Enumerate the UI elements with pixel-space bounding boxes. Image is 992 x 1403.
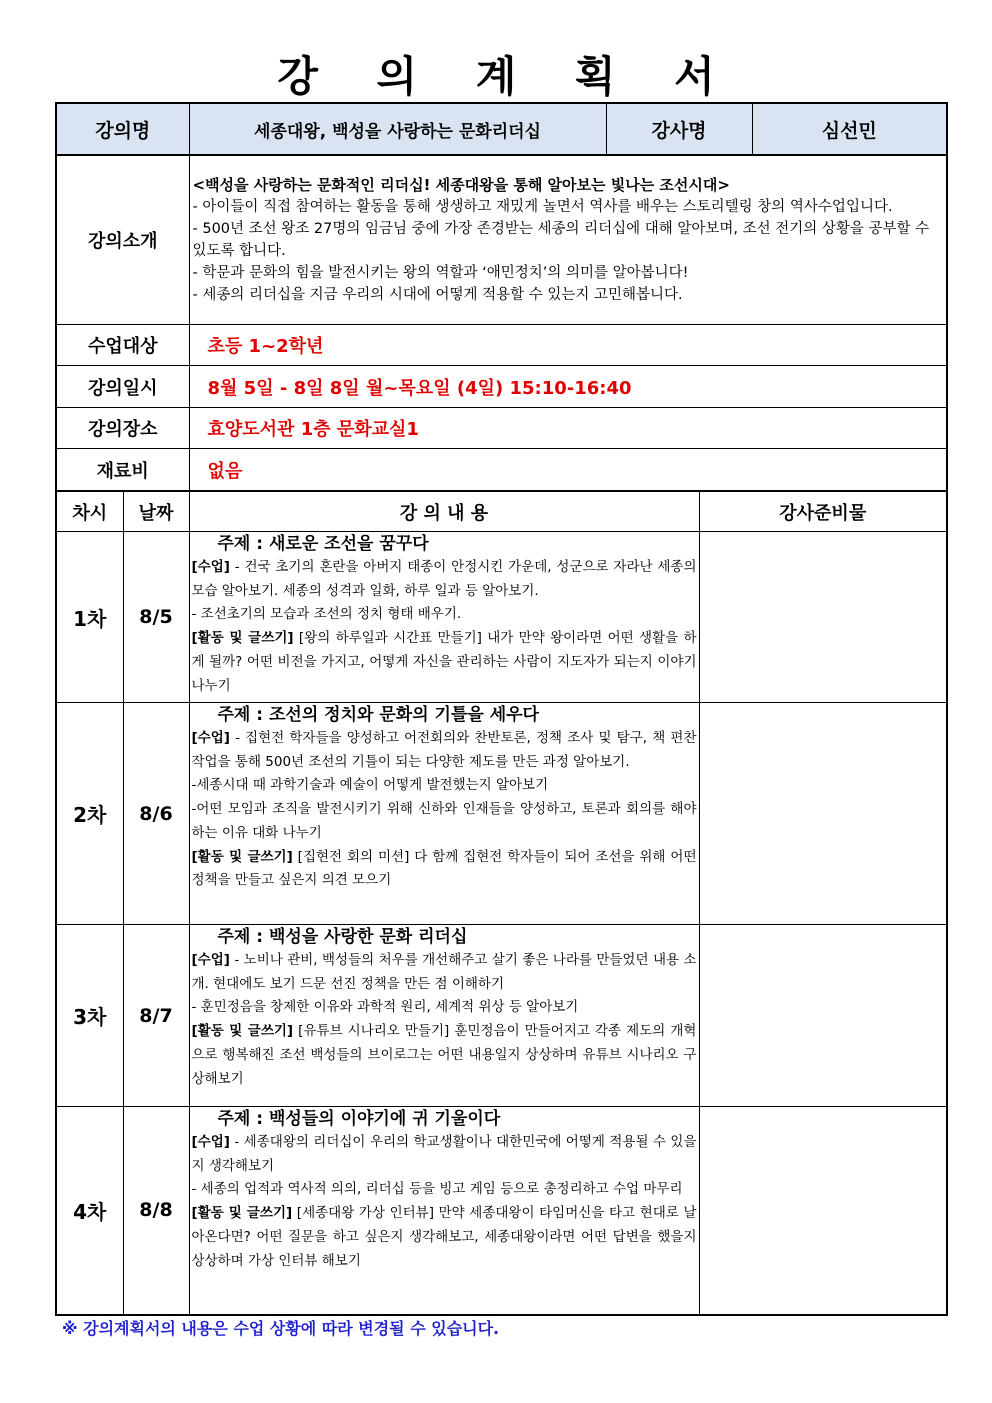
activity-text: [유튜브 시나리오 만들기] 훈민정음이 만들어지고 각종 제도의 개혁으로 행복해진 조선 백성들의 브이로그는 어떤 내용일지 상상하며 유튜브 시나리오 구상해보기 — [191, 1023, 697, 1087]
extra-line: -어떤 모임과 조직을 발전시키기 위해 신하와 인재들을 양성하고, 토론과 회의를 해야 하는 이유 대화 나누기 — [191, 801, 697, 841]
class-text: - 노비나 관비, 백성들의 처우를 개선해주고 살기 좋은 나라를 만들었던 내용 소개. 현대에도 보기 드문 선진 정책을 만든 점 이해하기 — [191, 952, 697, 992]
intro-content — [189, 155, 947, 325]
schedule-label: 강의일시 — [56, 366, 189, 408]
class-tag: [수업] — [191, 559, 230, 575]
class-tag: [수업] — [191, 730, 230, 746]
course-header-table — [55, 102, 948, 156]
fee-value: 없음 — [189, 449, 947, 491]
activity-text: [세종대왕 가상 인터뷰] 만약 세종대왕이 타임머신을 타고 현대로 날아온다면? 어떤 질문을 하고 싶은지 생각해보고, 세종대왕이라면 어떤 답변을 했을지 상상하며 가상 인터뷰 해보기 — [191, 1205, 697, 1269]
lesson-schedule-table — [55, 490, 948, 1316]
extra-line: - 세종의 업적과 역사적 의의, 리더십 등을 빙고 게임 등으로 총정리하고 수업 마무리 — [191, 1181, 683, 1198]
extra-line: -세종시대 때 과학기술과 예술이 어떻게 발전했는지 알아보기 — [191, 777, 549, 794]
class-text: - 건국 초기의 혼란을 아버지 태종이 안정시킨 가운데, 성군으로 자라난 세종의 모습 알아보기. 세종의 성격과 일화, 하루 일과 등 알아보기. — [191, 559, 697, 599]
table-row — [56, 703, 947, 925]
session-date: 8/8 — [123, 1107, 189, 1315]
activity-text: [집현전 회의 미션] 다 함께 집현전 학자들이 되어 조선을 위해 어떤 정책을 만들고 싶은지 의견 모으기 — [191, 848, 697, 889]
session-topic: 주제 : 새로운 조선을 꿈꾸다 — [217, 534, 429, 554]
session-materials — [699, 1107, 947, 1315]
activity-tag: [활동 및 글쓰기] — [191, 1205, 293, 1222]
intro-line: - 세종의 리더십을 지금 우리의 시대에 어떻게 적용할 수 있는지 고민해봅니다. — [192, 286, 683, 303]
materials-header: 강사준비물 — [699, 491, 947, 532]
extra-line: - 조선초기의 모습과 조선의 정치 형태 배우기. — [191, 606, 462, 623]
course-info-table — [55, 154, 948, 491]
session-materials — [699, 925, 947, 1107]
session-number: 4차 — [56, 1107, 123, 1315]
session-topic: 주제 : 백성들의 이야기에 귀 기울이다 — [217, 1109, 501, 1129]
session-date: 8/6 — [123, 703, 189, 925]
intro-label: 강의소개 — [56, 155, 189, 325]
intro-line: - 500년 조선 왕조 27명의 임금님 중에 가장 존경받는 세종의 리더십에 대해 알아보며, 조선 전기의 상황을 공부할 수 있도록 합니다. — [192, 220, 930, 259]
instructor-label: 강사명 — [606, 103, 752, 155]
session-date: 8/7 — [123, 925, 189, 1107]
table-row — [56, 1107, 947, 1315]
instructor-value: 심선민 — [752, 103, 947, 155]
activity-tag: [활동 및 글쓰기] — [191, 630, 294, 647]
session-number: 3차 — [56, 925, 123, 1107]
footnote: ※ 강의계획서의 내용은 수업 상황에 따라 변경될 수 있습니다. — [62, 1319, 500, 1338]
activity-tag: [활동 및 글쓰기] — [191, 1023, 294, 1040]
course-name-value: 세종대왕, 백성을 사랑하는 문화리더십 — [189, 103, 606, 155]
target-label: 수업대상 — [56, 325, 189, 366]
session-number: 1차 — [56, 532, 123, 703]
session-number: 2차 — [56, 703, 123, 925]
session-content — [189, 703, 699, 925]
date-header: 날짜 — [123, 491, 189, 532]
session-topic: 주제 : 조선의 정치와 문화의 기틀을 세우다 — [217, 705, 539, 725]
table-row — [56, 925, 947, 1107]
class-tag: [수업] — [191, 952, 230, 968]
class-text: - 집현전 학자들을 양성하고 어전회의와 찬반토론, 정책 조사 및 탐구, 책 편찬 작업을 통해 500년 조선의 기틀이 되는 다양한 제도를 만든 과정 알아보기. — [191, 730, 697, 770]
intro-line: - 아이들이 직접 참여하는 활동을 통해 생생하고 재밌게 놀면서 역사를 배우는 스토리텔링 창의 역사수업입니다. — [192, 198, 893, 215]
session-header: 차시 — [56, 491, 123, 532]
schedule-value: 8월 5일 - 8일 8일 월~목요일 (4일) 15:10-16:40 — [189, 366, 947, 408]
class-text: - 세종대왕의 리더십이 우리의 학교생활이나 대한민국에 어떻게 적용될 수 있을지 생각해보기 — [191, 1134, 697, 1174]
location-label: 강의장소 — [56, 408, 189, 449]
session-content — [189, 1107, 699, 1315]
session-materials — [699, 703, 947, 925]
fee-label: 재료비 — [56, 449, 189, 491]
session-content — [189, 925, 699, 1107]
course-name-label: 강의명 — [56, 103, 189, 155]
intro-headline: <백성을 사랑하는 문화적인 리더십! 세종대왕을 통해 알아보는 빛나는 조선시대> — [192, 175, 730, 194]
content-header: 강 의 내 용 — [189, 491, 699, 532]
session-topic: 주제 : 백성을 사랑한 문화 리더십 — [217, 927, 468, 947]
target-value: 초등 1~2학년 — [189, 325, 947, 366]
session-content — [189, 532, 699, 703]
activity-tag: [활동 및 글쓰기] — [191, 848, 293, 865]
class-tag: [수업] — [191, 1134, 230, 1150]
session-materials — [699, 532, 947, 703]
location-value: 효양도서관 1층 문화교실1 — [189, 408, 947, 449]
intro-line: - 학문과 문화의 힘을 발전시키는 왕의 역할과 ‘애민정치’의 의미를 알아봅니다! — [192, 264, 689, 281]
session-date: 8/5 — [123, 532, 189, 703]
table-row — [56, 532, 947, 703]
page-title: 강 의 계 획 서 — [277, 52, 737, 101]
activity-text: [왕의 하루일과 시간표 만들기] 내가 만약 왕이라면 어떤 생활을 하게 될까? 어떤 비전을 가지고, 어떻게 자신을 관리하는 사람이 지도자가 되는지 이야기 나누기 — [191, 630, 697, 694]
extra-line: - 훈민정음을 창제한 이유와 과학적 원리, 세계적 위상 등 알아보기 — [191, 999, 579, 1016]
